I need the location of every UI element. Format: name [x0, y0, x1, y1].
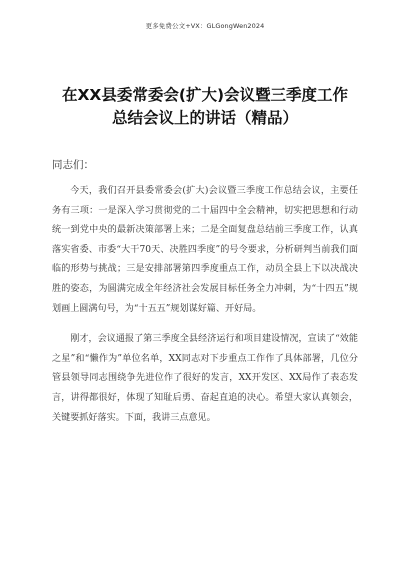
body-text [52, 182, 358, 439]
salutation: 同志们： [52, 159, 94, 171]
header-note: 更多免费公文+VX：GLGongWen2024 [145, 22, 265, 30]
paragraph-2: 刚才，会议通报了第三季度全县经济运行和项目建设情况，宣读了“效能之星”和“懒作为”单位名单，XX同志对下步重点工作作了具体部署，几位分管县领导同志围绕争先进位作了很好的发言，XX开发区、XX局作了表态发言，讲得都很好，体现了知耻后勇、奋起直追的决心。希望大家认真领会，关键要抓好落实。下面，我讲三点意见。 [52, 334, 358, 423]
document-title: 在XX县委常委会(扩大)会议暨三季度工作总结会议上的讲话（精品） [61, 86, 349, 127]
paragraph-1: 今天，我们召开县委常委会(扩大)会议暨三季度工作总结会议，主要任务有三项：一是深入学习贯彻党的二十届四中全会精神，切实把思想和行动统一到党中央的最新决策部署上来；二是全面复盘总结前三季度工作，认真落实省委、市委“大干70天、决胜四季度”的号令要求，分析研判当前我们面临的形势与挑战；三是安排部署第四季度重点工作，动员全县上下以决战决胜的姿态，为圆满完成全年经济社会发展目标任务全力冲刺，为“十四五”规划画上圆满句号，为“十五五”规划谋好篇、开好局。 [52, 186, 358, 314]
